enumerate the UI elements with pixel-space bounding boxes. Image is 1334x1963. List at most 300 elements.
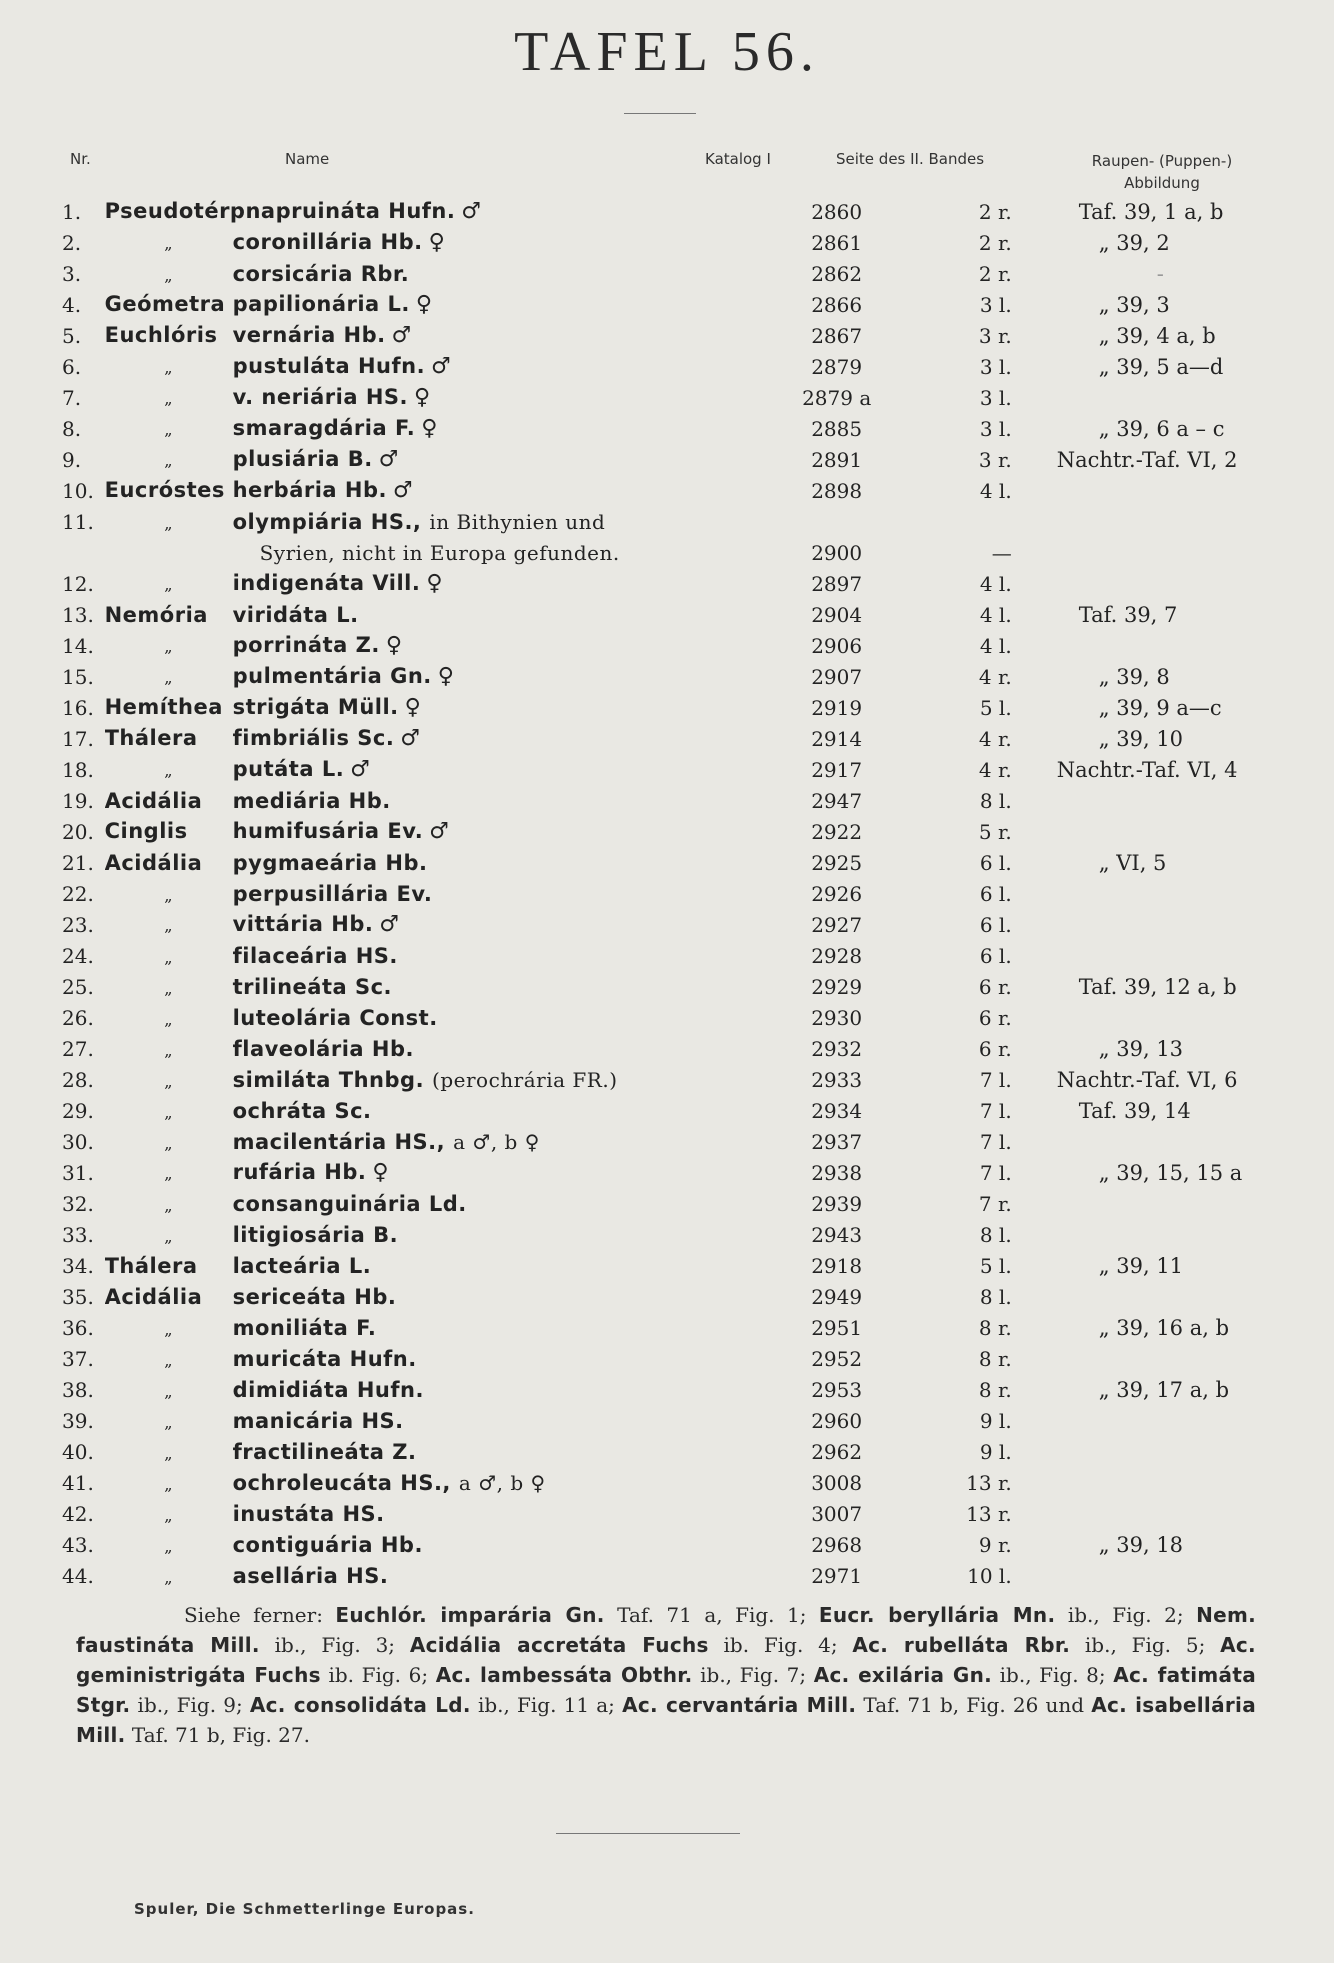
- row-number: 13.: [62, 602, 94, 627]
- row-number: 15.: [62, 664, 94, 689]
- page-reference: 7 l.: [979, 1098, 1012, 1123]
- ditto-mark: „: [164, 1133, 173, 1153]
- katalog-number: 2862: [811, 261, 863, 286]
- row-number: 37.: [62, 1346, 94, 1371]
- ditto-mark: „: [164, 451, 173, 470]
- raupen-reference: „ 39, 15, 15 a: [1098, 1160, 1243, 1185]
- row-number: 28.: [62, 1067, 94, 1092]
- footnote-text-segment: ib., Fig. 7;: [692, 1663, 814, 1687]
- raupen-reference: [1057, 1219, 1334, 1250]
- row-number: 26.: [62, 1005, 94, 1030]
- sex-symbol: ♂: [378, 447, 399, 472]
- name-note: a ♂, b ♀: [453, 1129, 540, 1154]
- raupen-reference: Nachtr.-Taf. VI, 2: [1056, 447, 1238, 472]
- row-number: 11.: [62, 509, 94, 534]
- ditto-mark: „: [164, 1195, 173, 1215]
- ditto-mark: „: [164, 1567, 173, 1587]
- species-name-cell: [105, 413, 774, 444]
- row-number: 31.: [62, 1160, 94, 1185]
- katalog-number: 2953: [811, 1377, 863, 1402]
- species-name-cell: [105, 1064, 774, 1095]
- header-seite: Seite des II. Bandes: [836, 150, 985, 168]
- table-row: [62, 816, 1334, 847]
- page-reference: 10 l.: [967, 1563, 1012, 1588]
- raupen-reference: Taf. 39, 14: [1078, 1098, 1191, 1123]
- species-name-cell: [105, 320, 774, 351]
- row-number: 14.: [62, 633, 94, 658]
- species-name-cell: [105, 785, 774, 816]
- name-note: (perochrária FR.): [432, 1067, 618, 1092]
- page-reference: 7 l.: [979, 1160, 1012, 1185]
- species-table: [62, 196, 1334, 1591]
- species-name: flaveolária Hb.: [232, 1036, 414, 1061]
- species-name-cell: [105, 227, 774, 258]
- row-number: 42.: [62, 1501, 94, 1526]
- raupen-reference: „ 39, 10: [1098, 726, 1184, 751]
- raupen-reference: „ 39, 2: [1098, 230, 1170, 255]
- species-name-cell: [105, 568, 774, 599]
- row-number: 36.: [62, 1315, 94, 1340]
- row-number: 25.: [62, 974, 94, 999]
- raupen-reference: „ 39, 13: [1098, 1036, 1184, 1061]
- row-number: 30.: [62, 1129, 94, 1154]
- table-row: [62, 1064, 1334, 1095]
- table-row: [62, 537, 1334, 568]
- species-name: ochroleucáta HS.,: [232, 1470, 451, 1495]
- row-number: 27.: [62, 1036, 94, 1061]
- ditto-mark: „: [164, 575, 173, 594]
- row-number: 16.: [62, 695, 94, 720]
- table-row: [62, 630, 1334, 661]
- footnote-text-segment: Taf. 71 a, Fig. 1;: [604, 1603, 819, 1627]
- genus-name: Euchlóris: [104, 323, 218, 347]
- row-number: 17.: [62, 726, 94, 751]
- katalog-number: 2891: [811, 447, 863, 472]
- footnote-text-segment: Taf. 71 b, Fig. 27.: [125, 1723, 310, 1747]
- header-raupen-line1: Raupen- (Puppen-): [1091, 152, 1233, 170]
- species-name: fractilineáta Z.: [232, 1439, 417, 1464]
- ditto-mark: „: [164, 1474, 173, 1494]
- raupen-reference: [1057, 382, 1334, 413]
- ditto-mark: „: [164, 947, 173, 967]
- footnote-species: Acidália accretáta Fuchs: [409, 1633, 709, 1657]
- ditto-mark: „: [164, 265, 173, 285]
- page-reference: 3 r.: [978, 447, 1012, 472]
- katalog-number: 2885: [811, 416, 863, 441]
- page-reference: 2 r.: [978, 199, 1012, 224]
- footnote-species: Ac. lambessáta Obthr.: [435, 1663, 693, 1687]
- table-row: [62, 227, 1334, 258]
- table-row: [62, 351, 1334, 382]
- row-number: 8.: [62, 416, 82, 441]
- katalog-number: 2930: [811, 1005, 863, 1030]
- ditto-mark: „: [164, 1164, 173, 1183]
- raupen-reference: [1057, 537, 1334, 568]
- row-number: 20.: [62, 819, 94, 844]
- row-number: 5.: [62, 323, 82, 348]
- table-row: [62, 723, 1334, 754]
- footnote-species: Ac. geministrigáta Fuchs: [76, 1633, 1256, 1687]
- raupen-reference: „ 39, 9 a—c: [1098, 695, 1222, 720]
- katalog-number: 3007: [811, 1501, 863, 1526]
- table-row: [62, 1002, 1334, 1033]
- ditto-mark: „: [164, 1102, 173, 1122]
- raupen-reference: [1057, 1405, 1334, 1436]
- row-number: 33.: [62, 1222, 94, 1247]
- species-name: luteolária Const.: [232, 1005, 438, 1030]
- species-name-cell: [105, 506, 774, 537]
- genus-name: Acidália: [104, 1284, 203, 1309]
- species-name: manicária HS.: [232, 1408, 404, 1433]
- raupen-reference: „ 39, 4 a, b: [1098, 323, 1216, 348]
- raupen-reference: [1057, 1343, 1334, 1374]
- page-reference: 13 r.: [966, 1470, 1012, 1495]
- species-name-cell: [105, 1312, 774, 1343]
- ditto-mark: „: [164, 978, 173, 998]
- species-name: moniliáta F.: [232, 1315, 377, 1340]
- katalog-number: 2943: [811, 1222, 863, 1247]
- page-reference: 5 l.: [979, 1253, 1012, 1278]
- table-row: [62, 568, 1334, 599]
- row-number: 2.: [62, 230, 82, 255]
- page-reference: 8 l.: [979, 1284, 1012, 1309]
- species-name: vernária Hb.: [232, 323, 386, 347]
- sex-symbol: ♂: [392, 478, 414, 503]
- footnote-text-segment: ib., Fig. 3;: [259, 1633, 410, 1657]
- page-reference: —: [991, 540, 1012, 565]
- page-reference: 6 r.: [978, 1036, 1012, 1061]
- ditto-mark: „: [164, 1071, 173, 1091]
- katalog-number: 2962: [811, 1439, 863, 1464]
- table-row: [62, 1560, 1334, 1591]
- row-number: 4.: [62, 292, 82, 317]
- species-name: smaragdária F.: [232, 416, 416, 440]
- table-row: [62, 1126, 1334, 1157]
- table-row: [62, 785, 1334, 816]
- katalog-number: 2939: [811, 1191, 863, 1216]
- species-name: porrináta Z.: [232, 633, 380, 657]
- page-reference: 9 r.: [978, 1532, 1012, 1557]
- table-row: [62, 661, 1334, 692]
- table-row: [62, 847, 1334, 878]
- species-name: rufária Hb.: [232, 1160, 367, 1184]
- ditto-mark: „: [164, 885, 173, 905]
- species-name-cell: [105, 444, 774, 475]
- species-name: lacteária L.: [232, 1253, 372, 1278]
- raupen-reference: [1057, 940, 1334, 971]
- table-row: [62, 1343, 1334, 1374]
- species-name: papilionária L.: [232, 292, 410, 316]
- genus-name: Pseudotérpna: [104, 199, 276, 223]
- raupen-reference: [1057, 1281, 1334, 1312]
- page-reference: 4 l.: [979, 633, 1012, 658]
- footnote-species: Euchlór. imparária Gn.: [335, 1603, 605, 1627]
- genus-name: Eucróstes: [104, 478, 225, 502]
- footnote-text-segment: ib. Fig. 4;: [708, 1633, 853, 1657]
- raupen-reference: Nachtr.-Taf. VI, 6: [1056, 1067, 1238, 1092]
- page-reference: 8 l.: [979, 1222, 1012, 1247]
- species-name: corsicária Rbr.: [232, 261, 410, 286]
- raupen-reference: Taf. 39, 7: [1078, 602, 1178, 627]
- species-name-cell: [105, 1002, 774, 1033]
- species-name-cell: [105, 1157, 774, 1188]
- page-reference: 3 l.: [979, 292, 1012, 317]
- page-reference: 13 r.: [966, 1501, 1012, 1526]
- footnote-species: Ac. isabellária Mill.: [76, 1693, 1256, 1747]
- footnote-text-segment: Siehe ferner:: [184, 1603, 336, 1627]
- katalog-number: 2904: [811, 602, 863, 627]
- header-katalog: Katalog I: [705, 150, 771, 168]
- row-number: 23.: [62, 912, 94, 937]
- species-name: muricáta Hufn.: [232, 1346, 417, 1371]
- raupen-reference: -: [1156, 261, 1164, 286]
- sex-symbol: ♀: [428, 230, 446, 255]
- table-row: [62, 1250, 1334, 1281]
- raupen-reference: „ 39, 16 a, b: [1098, 1315, 1230, 1340]
- table-row: [62, 878, 1334, 909]
- row-number: 9.: [62, 447, 82, 472]
- page-reference: 2 r.: [978, 261, 1012, 286]
- table-row: [62, 1219, 1334, 1250]
- raupen-reference: [1057, 1498, 1334, 1529]
- species-name: filaceária HS.: [232, 943, 398, 968]
- genus-name: Nemória: [104, 602, 208, 627]
- raupen-reference: [1057, 1467, 1334, 1498]
- genus-name: Thálera: [104, 1253, 198, 1278]
- name-continuation: Syrien, nicht in Europa gefunden.: [259, 540, 620, 565]
- row-number: 41.: [62, 1470, 94, 1495]
- sex-symbol: ♀: [372, 1160, 389, 1185]
- species-name: viridáta L.: [232, 602, 359, 627]
- name-note: a ♂, b ♀: [458, 1470, 546, 1495]
- table-row: [62, 258, 1334, 289]
- footnote-species: Eucr. beryllária Mn.: [818, 1603, 1056, 1627]
- table-row: [62, 909, 1334, 940]
- footnote-species: Nem. faustináta Mill.: [76, 1603, 1257, 1657]
- page-reference: 4 l.: [979, 478, 1012, 503]
- page-reference: 6 l.: [979, 912, 1012, 937]
- row-number: 40.: [62, 1439, 94, 1464]
- page-reference: 3 l.: [979, 385, 1012, 410]
- footnote-text-segment: ib., Fig. 9;: [130, 1693, 250, 1717]
- katalog-number: 2949: [811, 1284, 863, 1309]
- raupen-reference: „ 39, 11: [1098, 1253, 1184, 1278]
- species-name-cell: [105, 909, 774, 940]
- katalog-number: 2879 a: [802, 385, 872, 410]
- page-reference: 8 r.: [978, 1315, 1012, 1340]
- species-name: ochráta Sc.: [232, 1098, 372, 1123]
- katalog-number: 2934: [811, 1098, 863, 1123]
- raupen-reference: „ 39, 6 a – c: [1098, 416, 1225, 441]
- row-number: 3.: [62, 261, 82, 286]
- row-number: 21.: [62, 850, 94, 875]
- sex-symbol: ♂: [350, 757, 371, 782]
- species-name-cell: [105, 971, 774, 1002]
- raupen-reference: [1057, 816, 1334, 847]
- species-name-cell: [105, 258, 774, 289]
- page-reference: 9 l.: [979, 1408, 1012, 1433]
- row-number: 38.: [62, 1377, 94, 1402]
- row-number: 18.: [62, 757, 94, 782]
- page-reference: 7 r.: [978, 1191, 1012, 1216]
- table-row: [62, 1436, 1334, 1467]
- table-row: [62, 1095, 1334, 1126]
- header-nr: Nr.: [70, 150, 91, 168]
- footnote-species: Ac. rubelláta Rbr.: [852, 1633, 1071, 1657]
- row-number: 43.: [62, 1532, 94, 1557]
- species-name: v. neriária HS.: [232, 385, 409, 409]
- genus-name: Cinglis: [104, 819, 188, 843]
- species-name: inustáta HS.: [232, 1501, 385, 1526]
- ditto-mark: „: [164, 1412, 173, 1432]
- katalog-number: 2937: [811, 1129, 863, 1154]
- katalog-number: 2971: [811, 1563, 863, 1588]
- species-name-cell: [105, 599, 774, 630]
- row-number: [62, 537, 105, 568]
- raupen-reference: Taf. 39, 1 a, b: [1078, 199, 1224, 224]
- ditto-mark: „: [164, 1009, 173, 1029]
- row-number: 44.: [62, 1563, 94, 1588]
- page-reference: 8 r.: [978, 1377, 1012, 1402]
- header-name: Name: [285, 150, 330, 168]
- genus-name: Geómetra: [104, 292, 226, 316]
- ditto-mark: „: [164, 668, 173, 687]
- genus-name: Acidália: [104, 850, 203, 875]
- table-row: [62, 1312, 1334, 1343]
- ditto-mark: „: [164, 916, 173, 935]
- ditto-mark: „: [164, 389, 173, 408]
- page-reference: 4 r.: [978, 726, 1012, 751]
- footnote: [76, 1600, 1256, 1750]
- katalog-number: 2906: [811, 633, 863, 658]
- genus-name: Hemíthea: [104, 695, 223, 719]
- species-name-cell: [105, 661, 774, 692]
- species-name-cell: [105, 940, 774, 971]
- species-name: pruináta Hufn.: [275, 199, 456, 223]
- row-number: 10.: [62, 478, 94, 503]
- footnote-text-segment: ib., Fig. 2;: [1055, 1603, 1197, 1627]
- katalog-number: 2918: [811, 1253, 863, 1278]
- name-note: in Bithynien und: [429, 509, 606, 534]
- ditto-mark: „: [164, 637, 173, 656]
- page-reference: 5 l.: [979, 695, 1012, 720]
- species-name-cell: [105, 1281, 774, 1312]
- footnote-species: Ac. fatimáta Stgr.: [76, 1663, 1256, 1717]
- species-name: strigáta Müll.: [232, 695, 399, 719]
- katalog-number: 2900: [811, 540, 863, 565]
- species-name-cell: [105, 537, 774, 568]
- species-name: litigiosária B.: [232, 1222, 399, 1247]
- ditto-mark: „: [164, 1381, 173, 1401]
- table-row: [62, 1498, 1334, 1529]
- ditto-mark: „: [164, 420, 173, 439]
- species-name: olympiária HS.,: [232, 509, 422, 534]
- footnote-text-segment: ib. Fig. 6;: [320, 1663, 436, 1687]
- genus-name: Acidália: [104, 788, 203, 813]
- species-name: pulmentária Gn.: [232, 664, 432, 688]
- katalog-number: 2932: [811, 1036, 863, 1061]
- header-raupen-line2: Abbildung: [1124, 174, 1200, 192]
- species-name-cell: [105, 1436, 774, 1467]
- table-row: [62, 506, 1334, 537]
- page-reference: 6 l.: [979, 943, 1012, 968]
- species-name: plusiária B.: [232, 447, 373, 471]
- katalog-number: 2960: [811, 1408, 863, 1433]
- page-title: TAFEL 56.: [514, 21, 820, 83]
- katalog-number: 3008: [811, 1470, 863, 1495]
- footnote-species: Ac. cervantária Mill.: [622, 1693, 857, 1717]
- katalog-number: 2861: [811, 230, 863, 255]
- species-name: putáta L.: [232, 757, 345, 781]
- page-reference: 2 r.: [978, 230, 1012, 255]
- species-name-cell: [105, 1219, 774, 1250]
- species-name-cell: [105, 1405, 774, 1436]
- katalog-number: [774, 506, 889, 537]
- footnote-text-segment: Taf. 71 b, Fig. 26 und: [856, 1693, 1092, 1717]
- page-reference: 6 l.: [979, 850, 1012, 875]
- page-reference: 4 l.: [979, 571, 1012, 596]
- katalog-number: 2867: [811, 323, 863, 348]
- page-reference: 3 l.: [979, 354, 1012, 379]
- raupen-reference: [1057, 1560, 1334, 1591]
- page-reference: 4 l.: [979, 602, 1012, 627]
- species-name-cell: [105, 1188, 774, 1219]
- species-name-cell: [105, 692, 774, 723]
- ditto-mark: „: [164, 1536, 173, 1556]
- page-reference: 9 l.: [979, 1439, 1012, 1464]
- raupen-reference: Taf. 39, 12 a, b: [1078, 974, 1237, 999]
- species-name-cell: [105, 630, 774, 661]
- table-row: [62, 196, 1334, 227]
- species-name-cell: [105, 1033, 774, 1064]
- row-number: 1.: [62, 199, 82, 224]
- katalog-number: 2968: [811, 1532, 863, 1557]
- row-number: 24.: [62, 943, 94, 968]
- ditto-mark: „: [164, 234, 173, 253]
- raupen-reference: [1057, 568, 1334, 599]
- katalog-number: 2951: [811, 1315, 863, 1340]
- page-reference: 4 r.: [978, 757, 1012, 782]
- table-row: [62, 413, 1334, 444]
- bottom-divider: [556, 1833, 740, 1834]
- title-divider: [624, 113, 696, 114]
- sex-symbol: ♀: [415, 292, 433, 317]
- page-reference: 7 l.: [979, 1129, 1012, 1154]
- species-name-cell: [105, 351, 774, 382]
- katalog-number: 2866: [811, 292, 863, 317]
- table-row: [62, 444, 1334, 475]
- page-reference: 3 r.: [978, 323, 1012, 348]
- table-row: [62, 1033, 1334, 1064]
- species-name: sericeáta Hb.: [232, 1284, 397, 1309]
- row-number: 34.: [62, 1253, 94, 1278]
- table-row: [62, 289, 1334, 320]
- species-name-cell: [105, 1498, 774, 1529]
- sex-symbol: ♂: [379, 912, 400, 937]
- sex-symbol: ♀: [437, 664, 455, 689]
- raupen-reference: „ 39, 18: [1098, 1532, 1184, 1557]
- ditto-mark: „: [164, 1443, 173, 1463]
- raupen-reference: [1057, 1002, 1334, 1033]
- katalog-number: 2926: [811, 881, 863, 906]
- table-row: [62, 971, 1334, 1002]
- footnote-species: Ac. exilária Gn.: [813, 1663, 993, 1687]
- table-row: [62, 692, 1334, 723]
- species-name-cell: [105, 196, 774, 227]
- sex-symbol: ♂: [400, 726, 421, 751]
- table-row: [62, 382, 1334, 413]
- publisher-line: Spuler, Die Schmetterlinge Europas.: [134, 1900, 475, 1918]
